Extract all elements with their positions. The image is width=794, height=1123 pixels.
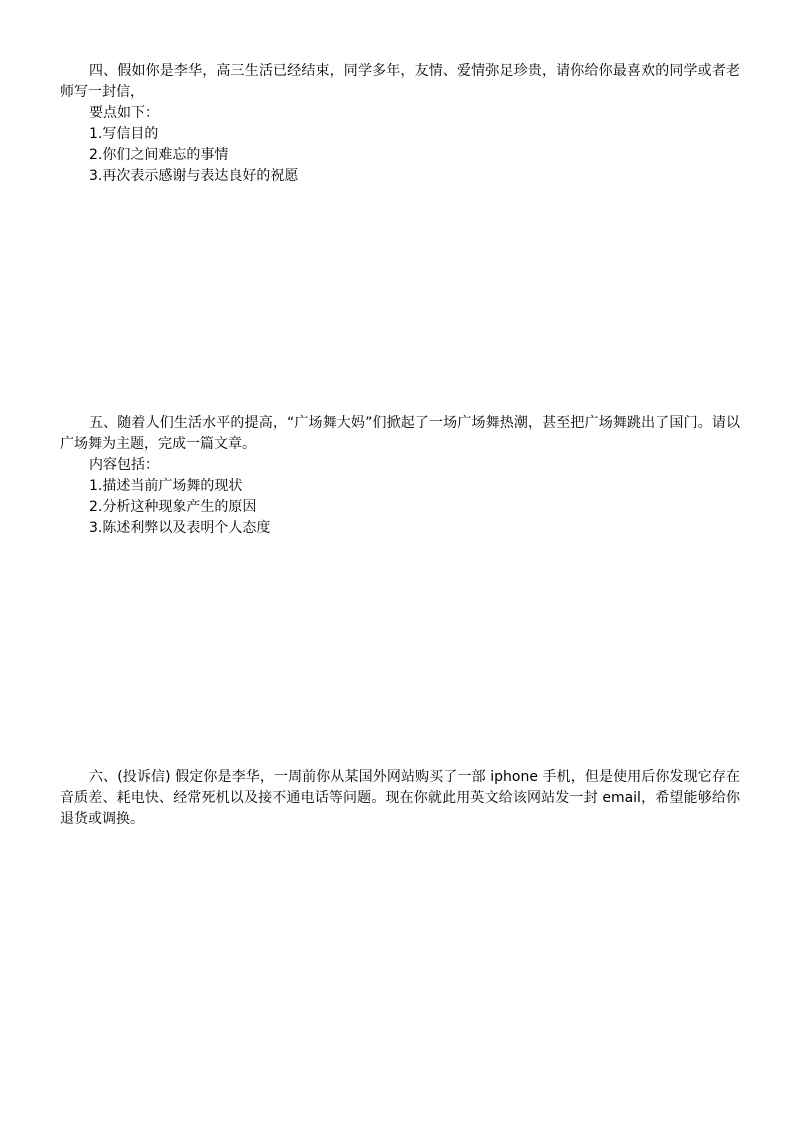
writing-task-4 <box>60 61 740 187</box>
task-4-point-1: 1.写信目的 <box>89 126 159 142</box>
task-6-prompt: 六、(投诉信) 假定你是李华，一周前你从某国外网站购买了一部 iphone 手机，但是使用后你发现它存在音质差、耗电快、经常死机以及接不通电话等问题。现在你就此用英文给该网站发一封 email，希望能够给你退货或调换。 <box>60 769 740 827</box>
writing-task-6 <box>60 767 740 830</box>
task-5-prompt: 五、随着人们生活水平的提高，“广场舞大妈”们掀起了一场广场舞热潮，甚至把广场舞跳出了国门。请以广场舞为主题，完成一篇文章。 <box>60 415 740 452</box>
task-5-intro: 内容包括： <box>89 457 159 473</box>
task-4-point-2: 2.你们之间难忘的事情 <box>89 147 229 163</box>
task-4-point-3: 3.再次表示感谢与表达良好的祝愿 <box>89 168 299 184</box>
writing-task-5 <box>60 413 740 539</box>
task-5-points <box>60 476 740 539</box>
task-5-point-2: 2.分析这种现象产生的原因 <box>89 499 257 515</box>
task-4-points <box>60 124 740 187</box>
task-5-point-1: 1.描述当前广场舞的现状 <box>89 478 243 494</box>
task-5-point-3: 3.陈述利弊以及表明个人态度 <box>89 520 271 536</box>
task-4-prompt: 四、假如你是李华，高三生活已经结束，同学多年，友情、爱情弥足珍贵，请你给你最喜欢的同学或者老师写一封信， <box>60 63 740 100</box>
task-4-intro: 要点如下： <box>89 105 159 121</box>
